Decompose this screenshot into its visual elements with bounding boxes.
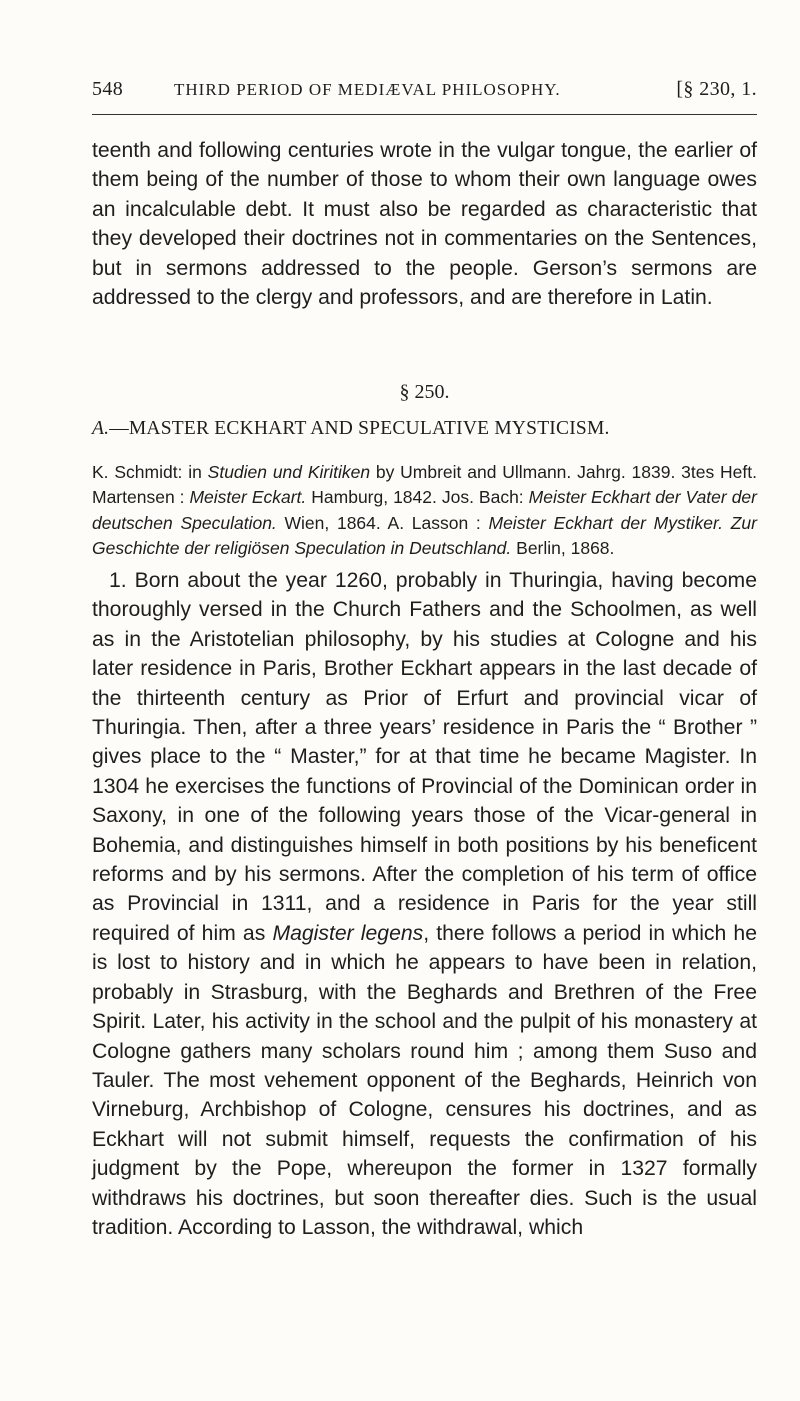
bib-author: Martensen : [92,487,190,508]
paragraph-1 [92,566,757,1242]
paragraph-1-italic: Magister legens [272,921,424,945]
bibliography [92,460,757,561]
paragraph-1-text-cont: , there follows a period in which he is lost to history and in which he appears to have been in relation, probably in Strasburg, with the Beghards and Brethren of the Free Spirit. Later, his activity in the school and the pulpit of his monastery at Cologne gathers many scholars round him ; among them Suso and Tauler. The most vehement opponent of the Beghards, Heinrich von Virneburg, Archbishop of Cologne, censures his doctrines, and as Eckhart will not submit himself, requests the confirmation of his judgment by the Pope, whereupon the former in 1327 formally withdraws his doctrines, but soon thereafter dies. Such is the usual tradition. According to Lasson, the withdrawal, which [92,921,757,1239]
section-number: § 250. [399,381,450,403]
bib-author: K. Schmidt: in [92,462,208,482]
bib-title: Meister Eckhart der Mystiker. Zur Geschichte der religiösen Speculation in Deutschland. [92,512,757,558]
intro-paragraph: teenth and following centuries wrote in the vulgar tongue, the earlier of them being of the number of those to whom their own language owes an incalculable debt. It must also be regarded as characteristic that they developed their doctrines not in commentaries on the Sentences, but in sermons addressed to the people. Gerson’s sermons are addressed to the clergy and professors, and are therefore in Latin. [92,139,757,310]
bib-author: A. Lasson : [387,512,489,533]
section-heading-letter: A. [92,418,110,439]
section-reference: [§ 230, 1. [676,78,757,100]
section-heading-text: —MASTER ECKHART AND SPECULATIVE MYSTICISM. [109,418,610,439]
header-rule [92,114,757,115]
bib-author: Jos. Bach: [441,487,529,508]
bib-title: Meister Eckart. [189,487,307,508]
bib-title: Meister Eckhart der Vater der deutschen Speculation. [92,487,757,533]
running-head [92,78,757,108]
bib-title: Studien und Kiritiken [207,462,371,482]
running-title: THIRD PERIOD OF MEDIÆVAL PHILOSOPHY. [174,80,561,99]
bib-details: by Umbreit and Ullmann. Jahrg. 1839. 3tes Heft. [370,462,757,482]
bib-details: Hamburg, 1842. [306,487,442,508]
page-number: 548 [92,78,124,100]
paragraph-1-text: 1. Born about the year 1260, probably in Thuringia, having become thoroughly versed in the Church Fathers and the Schoolmen, as well as in the Aristotelian philosophy, by his studies at Cologne and his later residence in Paris, Brother Eckhart appears in the last decade of the thirteenth century as Prior of Erfurt and provincial vicar of Thuringia. Then, after a three years’ residence in Paris the “ Brother ” gives place to the “ Master,” for at that time he became Magister. In 1304 he exercises the functions of Provincial of the Dominican order in Saxony, in one of the following years those of the Vicar-general in Bohemia, and distinguishes himself in both positions by his beneficent reforms and by his sermons. After the completion of his term of office as Provincial in 1311, and a residence in Paris for the year still required of him as [92,569,757,945]
section-heading [92,418,757,440]
bib-details: Berlin, 1868. [511,537,615,558]
bib-details: Wien, 1864. [276,512,388,533]
